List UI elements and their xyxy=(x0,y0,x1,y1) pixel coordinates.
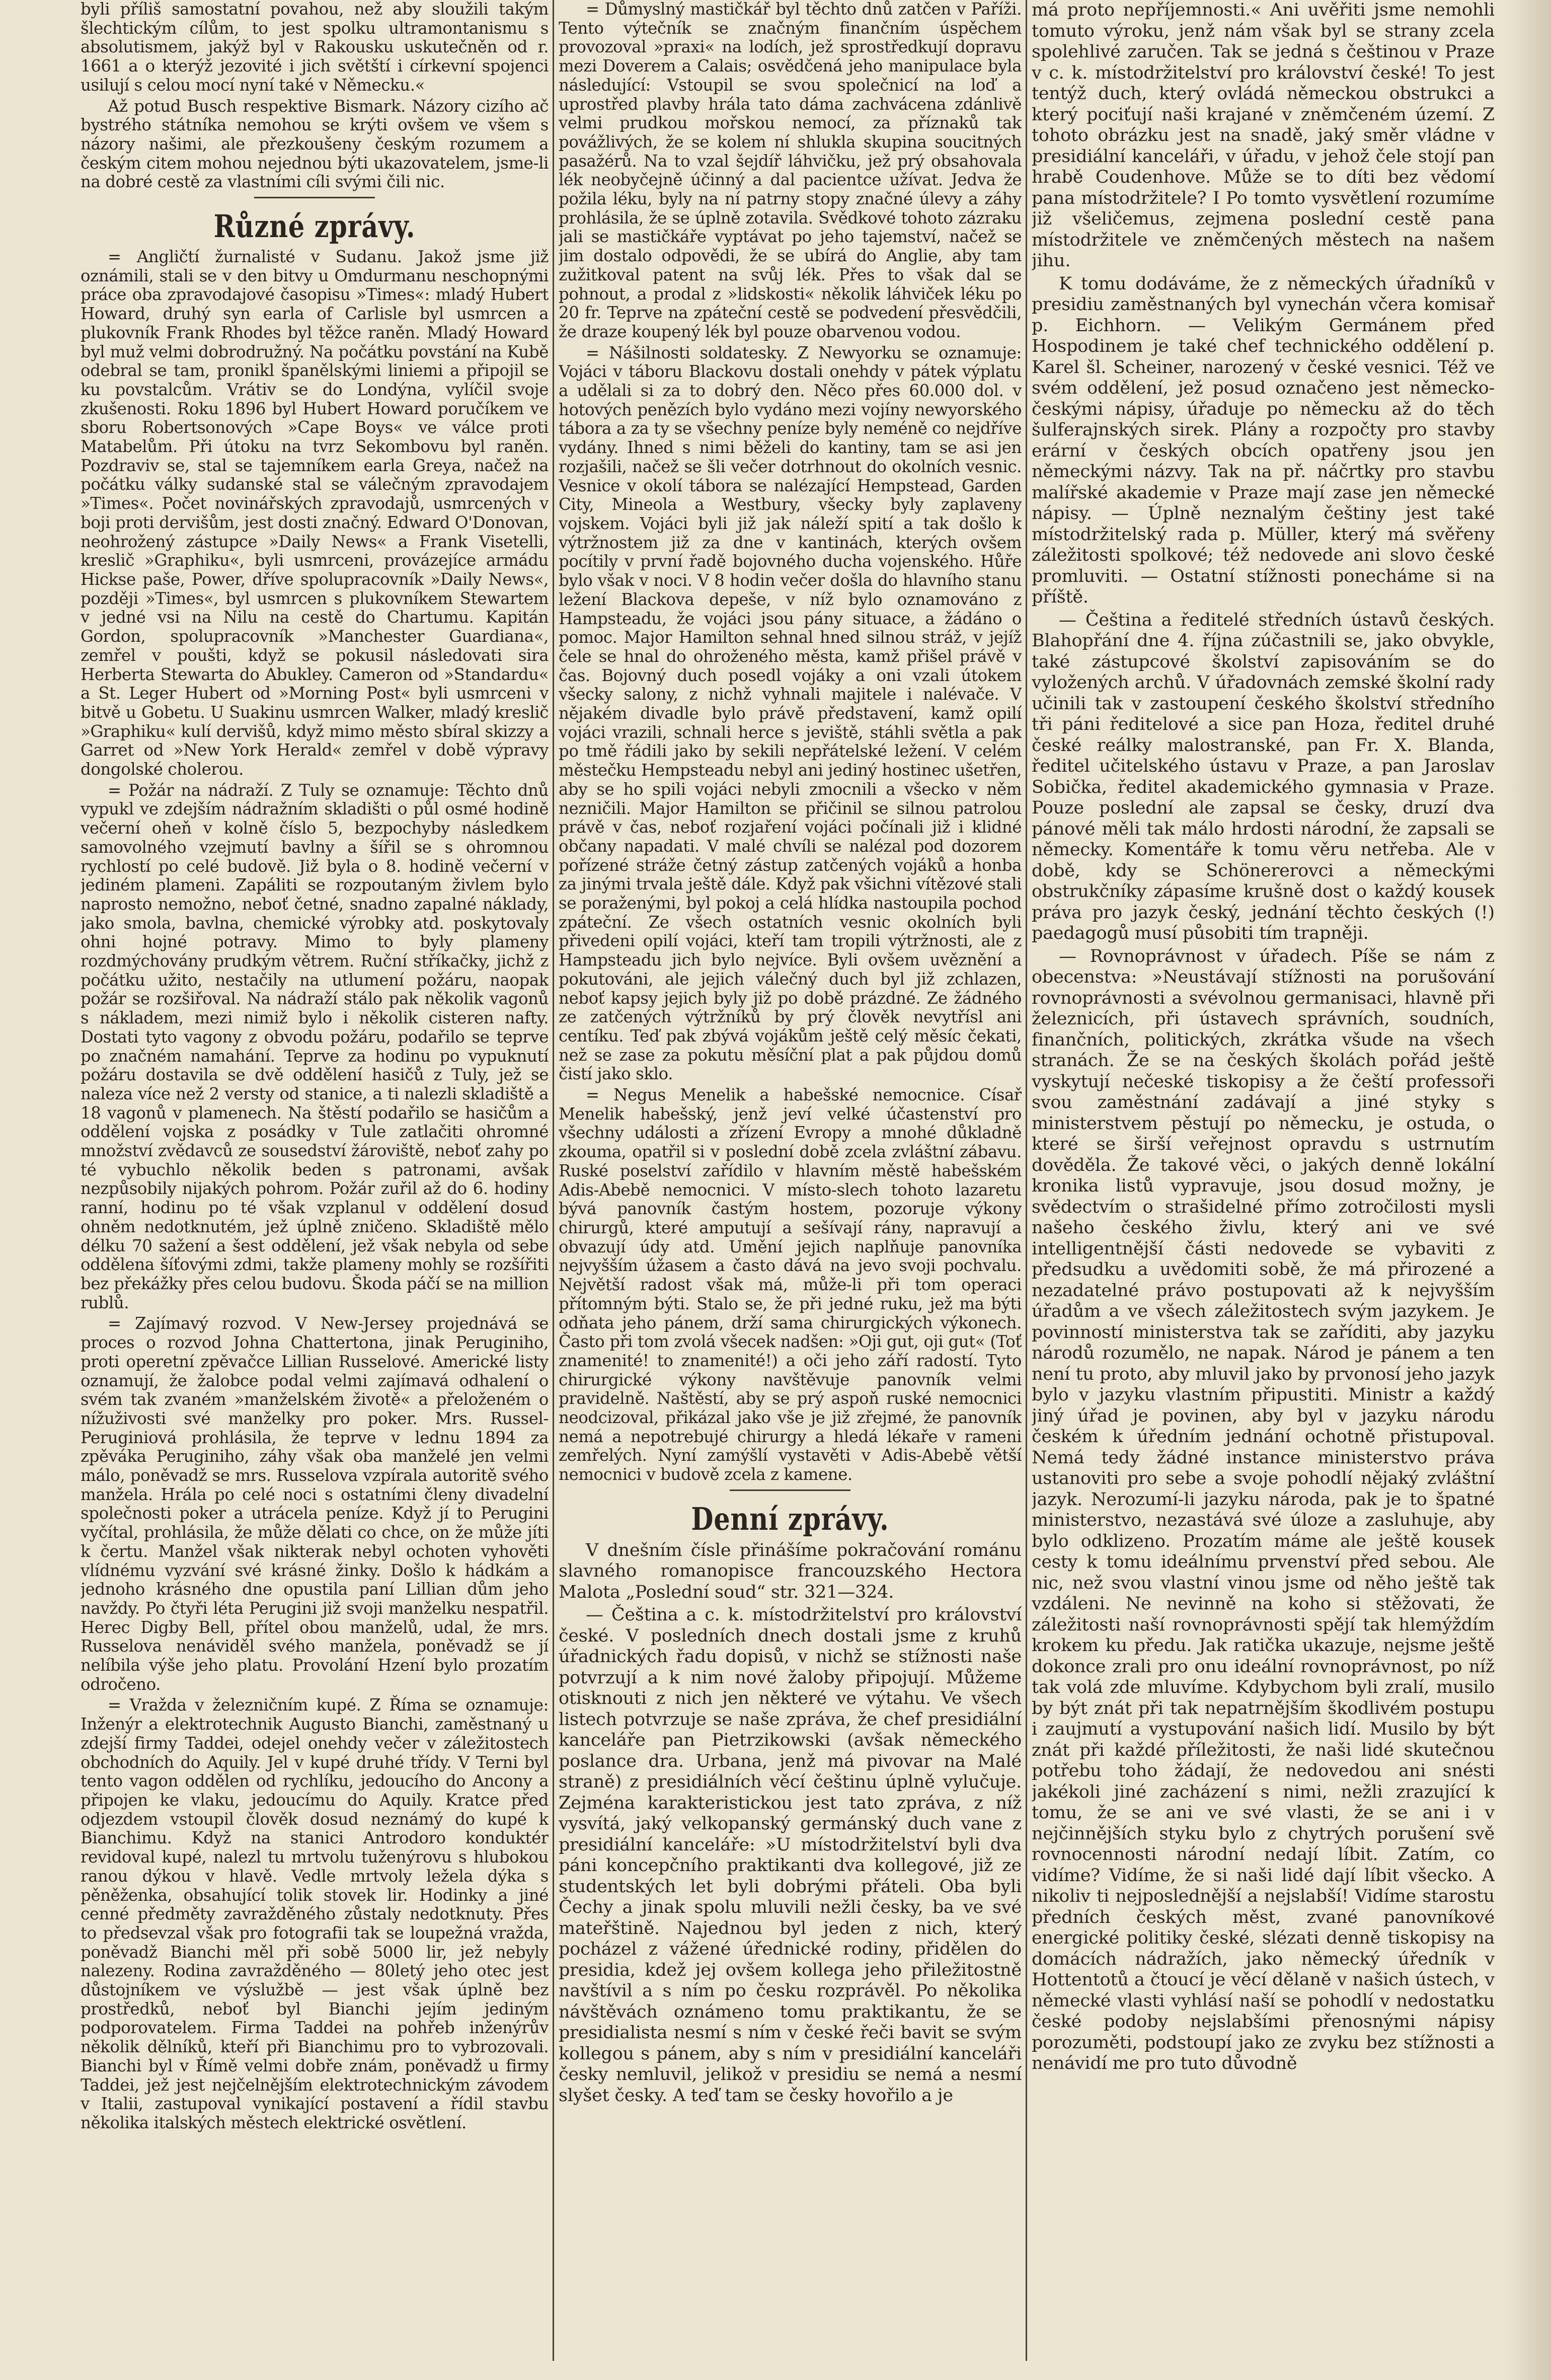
news-item: = Vražda v železničním kupé. Z Říma se oznamuje: Inženýr a elektrotechnik Augusto Bianchi, zaměstnaný u zdejší firmy Taddei, odejel onehdy večer v záležitostech obchodních do Aquily. Jel v kupé druhé třídy. V Terni byl tento vagon oddělen od rychlíku, jedoucího do Ancony a připojen ke vlaku, jedoucímu do Aquily. Kratce před odjezdem vstoupil člověk dosud neznámý do kupé k Bianchimu. Když na stanici Antrodoro konduktér revidoval kupé, nalezl tu mrtvolu tuženýrovu s hlubokou ranou dýkou v hlavě. Vedle mrtvoly ležela dýka s pěněženka, obsahující tolik stovek lir. Hodinky a jiné cenné předměty zavražděného zůstaly nedotknuty. Přes to předsevzal však pro fotografii tak se loupežná vražda, poněvadž Bianchi měl při sobě 5000 lir, jež nebyly nalezeny. Rodina zavražděného — 80letý jeho otec jest důstojníkem ve výslužbě — jest však úplně bez prostředků, neboť byl Bianchi jejím jediným podporovatelem. Firma Taddei na pohřeb inženýrův několik dělníků, kteří při Bianchimu pro to vybrozovali. Bianchi byl v Římě velmi dobře znám, poněvadž u firmy Taddei, jež jest nejčelnějším elektrotechnickým závodem v Italii, zastupoval vynikající postavení a řídil stavbu několika italských městech elektrické osvětlení. xyxy=(81,1695,549,2132)
news-item: = Angličtí žurnalisté v Sudanu. Jakož jsme již oznámili, stali se v den bitvy u Omdurmanu neschopnými práce oba zpravodajové časopisu »Times«: mladý Hubert Howard, druhý syn earla of Carlisle byl usmrcen a plukovník Frank Rhodes byl těžce raněn. Mladý Howard byl muž velmi dobrodružný. Na počátku povstání na Kubě odebral se tam, pronikl španělskými liniemi a připojil se ku povstalcům. Vrátiv se do Londýna, vylíčil svoje zkušenosti. Roku 1896 byl Hubert Howard poručíkem ve sboru Robertsonových »Cape Boys« ve válce proti Matabelům. Při útoku na tvrz Sekombovu byl raněn. Pozdraviv se, stal se tajemníkem earla Greya, načež na počátku války sudanské stal se válečným zpravodajem »Times«. Počet novinářských zpravodajů, usmrcených v boji proti dervišům, jest dosti značný. Edward O'Donovan, neohrožený zástupce »Daily News« a Frank Visetelli, kreslič »Graphiku«, byli usmrceni, provázejíce armádu Hickse paše, Power, dříve spolupracovník »Daily News«, později »Times«, byl usmrcen s plukovníkem Stewartem v jedné vsi na Nilu na cestě do Chartumu. Kapitán Gordon, spolupracovník »Manchester Guardiana«, zemřel v poušti, když se pokusil následovati sira Herberta Stewarta do Abukley. Cameron od »Standardu« a St. Leger Hubert od »Morning Post« byli usmrceni v bitvě u Gobetu. U Suakinu usmrcen Walker, mladý kreslič »Graphiku« kulí dervišů, když mimo město sbíral skizzy a Garret od »New York Herald« zemřel v době výpravy dongolské cholerou. xyxy=(81,247,549,779)
section-divider xyxy=(254,197,375,198)
column-1 xyxy=(81,0,549,2366)
article-paragraph: — Čeština a c. k. místodržitelství pro království české. V posledních dnech dostali jsme z kruhů úřadnických řadu dopisů, v nichž se stížnosti naše potvrzují a k nim nové žaloby připojují. Můžeme otisknouti z nich jen některé ve výtahu. Ve všech listech potvrzuje se naše zpráva, že chef presidiální kanceláře pan Pietrzikowski (avšak německého poslance dra. Urbana, jenž má pivovar na Malé straně) z presidiálních věcí češtinu úplně vylučuje. Zejména karakteristickou jest tato zpráva, z níž vysvítá, jaký velkopanský germánský duch vane z presidiální kanceláře: »U místodržitelství byli dva páni koncepčního praktikanti dva kollegové, již ze studentských let byli dobrými přáteli. Oba byli Čechy a jinak spolu mluvili nežli česky, ba ve své mateřštině. Najednou byl jeden z nich, který pocházel z vážené úřednické rodiny, přidělen do presidia, kdež jej ovšem kollega jeho přiležitostně navštívil a s ním po česku rozprávěl. Po několika návštěvách oznámeno tomu praktikantu, že se presidialista nesmí s ním v české řeči bavit se svým kollegou s pánem, aby s ním v presidiální kanceláři česky nemluvil, jelikož v presidiu se nemá a nesmí slyšet česky. A teď tam se česky hovořilo a je xyxy=(559,1605,1022,2106)
column-2 xyxy=(559,0,1022,2366)
article-paragraph: — Rovnoprávnost v úřadech. Píše se nám z obecenstva: »Neustávají stížnosti na porušování rovnoprávnosti a svévolnou germanisaci, hlavně při železnicích, při ústavech správních, soudních, finančních, politických, zkrátka všude na všech stranách. Že se na českých školách pořád ještě vyskytují nečeské tiskopisy a že čeští professoři svou zaměstnání zadávají a jiné styky s ministerstvem pěstují po německu, je ostuda, o které se širší veřejnost opravdu s ustrnutím dověděla. Že takové věci, o jakých denně lokální kronika listů vypravuje, jsou dosud možny, je svědectvím o strašidelné přímo zotročilosti mysli našeho českého živlu, který ani ve své intelligentnější části nedovede se vybaviti z předsudku a uvědomiti sobě, že má přirozené a nezadatelné právo postupovati až k nejvyšším úřadům a ve všech záležitostech svým jazykem. Je povinností ministerstva tak se zaříditi, aby jazyku národů rozumělo, ne napak. Národ je pánem a ten není tu proto, aby mluvil jako by prvonosí jeho jazyk bylo v jazyku vlastním připustiti. Ministr a každý jiný úřad je povinen, aby byl v jazyku národu českém k úředním jednání ochotně přistupoval. Nemá tedy žádné instance ministerstvo práva ustanoviti pro sebe a svoje pohodlí nějaký zvláštní jazyk. Nerozumí-li jazyku národa, pak je to špatné ministerstvo, nezastává své úloze a zasluhuje, aby bylo odklizeno. Prozatím máme ale ještě kousek cesty k tomu ideálnímu prvenství před sebou. Ale nic, než svou vlastní vinou jsme od něho ještě tak vzdáleni. Ne nevinně na koho si stěžovati, že záležitosti naší rovnoprávnosti spějí tak hlemýždím krokem ku předu. Jak ratička ukazuje, nejsme ještě dokonce zrali pro onu ideální rovnoprávnost, po níž tak volá zde mluvíme. Kdybychom byli zralí, musilo by být znát při tak nepatrnějším škodlivém postupu i zaujmutí a vystupování našich lidí. Musilo by být znát při každé příležitosti, že naši lidé skutečnou potřebu toho žádají, že nedovedou ani snésti jakékoli jiné zacházení s nimi, nežli zrazující k tomu, že se ani ve své vlasti, že se ani i v nejčinnějších styku bylo z chytrých porušení svě rovnocennosti národní nedají líbit. Zatím, co vidíme? Vidíme, že si naši lidé dají líbit všecko. A nikoliv ti nejposlednější a nejslabší! Vidíme starostu předních českých měst, zvané panovníkové energické politiky české, slézati denně tiskopisy na domácích nádražích, jako německý úředník v Hottentotů a čtoucí je věcí dělaně v našich ústech, v německé vlasti vyhlásí naší se pohodlí v nedostatku české podoby nejslabšími přenosnými nápisy porozuměti, podstoupí jako ze zvyku bez stížnosti a nenávidí me pro tuto důvodně xyxy=(1032,946,1495,2073)
article-paragraph: — Čeština a ředitelé středních ústavů českých. Blahopřání dne 4. října zúčastnili se, jako obvykle, také zástupcové školství zapisováním se do vyložených archů. V úřadovnách zemské školní rady učinili tak v zastoupení českého školství středního tři páni ředitelové a sice pan Hoza, ředitel druhé české reálky malostranské, pan Fr. X. Blanda, ředitel učitelského ústavu v Praze, a pan Jaroslav Sobička, ředitel akademického gymnasia v Praze. Pouze poslední ale zapsal se česky, druzí dva pánové měli tak málo hrdosti národní, že zapsali se německy. Komentáře k tomu věru netřeba. Ale v době, kdy se Schönererovci a německými obstrukčníky zápasíme krušně dost o každý kousek práva pro jazyk český, jednání těchto českých (!) paedagogů musí působiti tím trapněji. xyxy=(1032,610,1495,943)
article-paragraph: V dnešním čísle přinášíme pokračování románu slavného romanopisce francouzského Hectora Malota „Poslední soud“ str. 321—324. xyxy=(559,1540,1022,1602)
column-3 xyxy=(1032,0,1495,2366)
column-rule-right xyxy=(1026,0,1027,2361)
news-item: = Důmyslný mastičkář byl těchto dnů zatčen v Paříži. Tento výtečník se značným finančním úspěchem provozoval »praxi« na lodích, jež sprostředkují dopravu mezi Doverem a Calais; osvědčená jeho manipulace byla následující: Vstoupil se svou společnicí na loď a uprostřed plavby hrála tato dáma zachvácena zdánlivě velmi prudkou mořskou nemocí, za příznaků tak povážlivých, že se kolem ní shlukla skupina soucitných pasažérů. Na to vzal šejdíř láhvičku, jež prý obsahovala lék neobyčejně účinný a dal pacientce užívat. Jedva že požila léku, byly na ní patrny stopy značné úlevy a záhy prohlásila, že se úplně zotavila. Svědkové tohoto zázraku jali se mastičkáře vyptávat po jeho tajemství, načež se jim dostalo odpovědi, že se ubírá do Anglie, aby tam zužitkoval patent na svůj lék. Přes to však dal se pohnout, a prodal z »lidskosti« několik láhviček léku po 20 fr. Teprve na zpáteční cestě se podvedení přesvědčili, že draze koupený lék byl pouze obarvenou vodou. xyxy=(559,0,1022,341)
article-paragraph: byli příliš samostatní povahou, než aby sloužili takým šlechtickým cílům, to jest spolku ultramontanismu s absolutismem, jakýž byl v Rakousku uskutečněn od r. 1661 a o kterýž jezovité i jich světští i církevní spojenci usilují s celou mocí nyní také v Německu.« xyxy=(81,0,549,95)
article-paragraph: má proto nepříjemnosti.« Ani uvěřiti jsme nemohli tomuto výroku, jenž nám však byl se strany zcela spolehlivé zaručen. Tak se jedná s češtinou v Praze v c. k. místodržitelství pro království české! To jest tentýž duch, který ovládá německou obstrukci a který pociťují naši krajané v zněmčeném území. Z tohoto obrázku jest na snadě, jaký směr vládne v presidiální kanceláři, v úřadu, v jehož čele stojí pan hrabě Coudenhove. Může se to díti bez vědomí pana místodržitele? I Po tomto vysvětlení rozumíme již všeličemus, zejmena poslední cestě pana místodržitele ve zněmčených městech na našem jihu. xyxy=(1032,0,1495,271)
section-heading-denni-zpravy: Denní zprávy. xyxy=(691,1500,889,1537)
news-item: = Negus Menelik a habešské nemocnice. Císař Menelik habešský, jenž jeví velké účastenství pro všechny události a zřízení Evropy a mnohé důkladně zkouma, opatřil si v poslední době zcela zvláštní zábavu. Ruské poselství zařídilo v hlavním městě habešském Adis-Abebě nemocnici. V místo-slech tohoto lazaretu bývá panovník častým hostem, pozoruje výkony chirurgů, které amputují a sešívají rány, napravují a obvazují údy atd. Umění jejich naplňuje panovníka nejvyšším úžasem a často dává na jevo svoji pochvalu. Největší radost však má, může-li při tom operaci přítomným býti. Stalo se, že při jedné ruku, jež ma býti odňata jeho pánem, drží sama chirurgických výkonech. Často při tom zvolá všecek nadšen: »Oji gut, oji gut« (Toť znamenité! to znamenité!) a oči jeho září radostí. Tyto chirurgické výkony navštěvuje panovník velmi pravidelně. Naštěstí, aby se prý aspoň ruské nemocnici neodcizoval, přikázal jako vše je již zřejmé, že panovník nemá a nepotrebujé chirurgy a hledá lékaře v rameni zemřelých. Nyní zamýšlí vystavěti v Adis-Abebě větší nemocnici v budově zcela z kamene. xyxy=(559,1085,1022,1484)
page-edge-shadow xyxy=(1506,0,1551,2380)
article-paragraph: Až potud Busch respektive Bismark. Názory cizího ač bystrého státníka nemohou se krýti ovšem ve všem s názory našimi, ale přezkoušeny českým rozumem a českým citem mohou nejednou býti ukazovatelem, jsme-li na dobré cestě za vlastními cíli svými čili nic. xyxy=(81,96,549,192)
section-heading-ruzne-zpravy: Různé zprávy. xyxy=(213,208,416,245)
article-paragraph: K tomu dodáváme, že z německých úřadníků v presidiu zaměstnaných byl vynechán včera komisař p. Eichhorn. — Velikým Germánem před Hospodinem je také chef technického oddělení p. Karel šl. Scheiner, narozený v české vesnici. Též ve svém oddělení, jež posud označeno jest německo-českými nápisy, úřaduje po německu až do těch šulferajnských sirek. Plány a rozpočty pro stavby erární v českých obcích opatřeny jsou jen německými názvy. Tak na př. náčrtky pro stavbu malířské akademie v Praze mají zase jen německé nápisy. — Úplně neznalým češtiny jest také místodržitelský rada p. Müller, který má svěřeny záležitosti spolkové; též nedovede ani slovo české promluviti. — Ostatní stížnosti ponecháme si na příště. xyxy=(1032,273,1495,607)
column-rule-left xyxy=(553,0,554,2361)
news-item: = Nášilnosti soldatesky. Z Newyorku se oznamuje: Vojáci v táboru Blackovu dostali onehdy v pátek výplatu a udělali si za to dobrý den. Něco přes 60.000 dol. v hotových penězích bylo vydáno mezi vojíny newyorského tábora a za ty se všechny peníze byly neméně co nejdříve vydány. Ihned s nimi běželi do kantiny, tam se asi jen rozjašili, načež se šli večer dotrhnout do okolních vesnic. Vesnice v okolí tábora se nalézající Hempstead, Garden City, Mineola a Westbury, všecky byly zaplaveny vojskem. Vojáci byli již jak náleží spití a tak došlo k výtržnostem již za dne v kantinách, kterých ovšem pocítily v první řadě bojovného ducha vojenského. Hůře bylo však v noci. V 8 hodin večer došla do hlavního stanu ležení Blackova depeše, v níž bylo oznamováno z Hampsteadu, že vojáci jsou pány situace, a žádáno o pomoc. Major Hamilton sehnal hned silnou stráž, v jejíž čele se hnal do ohroženého města, kamž přišel právě v čas. Bojovný duch posedl vojáky a oni vzali útokem všecky salony, z nichž vyhnali majitele i nalévače. V nějakém divadle bylo právě představení, kamž opilí vojáci vrazili, schnali herce s jeviště, stáhli světla a pak po tmě řádili jako by sekili nepřátelské ležení. V celém městečku Hempsteadu nebyl ani jediný hostinec ušetřen, aby se ho spili vojáci nebyli zmocnili a všecko v něm nezničili. Major Hamilton se přičinil se silnou patrolou právě v čas, neboť rozjaření vojáci počínali již i klidné občany napadati. V malé chvíli se nalézal pod dozorem pořízené stráže četný zástup zatčených vojáků a honba za jinými trvala ještě dále. Když pak všichni vítězové stali se poraženými, byl pokoj a celá hlídka nastoupila pochod zpáteční. Ze všech ostatních vesnic okolních byli přivedeni opilí vojáci, kteří tam tropili výtržnosti, ale z Hampsteadu jich bylo nejvíce. Byli ovšem uvěznění a pokutováni, ale jejich válečný duch byl již zchlazen, neboť kapsy jejich byly již po době prázdné. Ze žádného ze zatčených výtržníků by prý člověk nevytřísl ani centíku. Teď pak zbývá vojákům ještě celý měsíc čekati, než se zase za pokutu měsíční plat a pak půjdou domů čistí jako sklo. xyxy=(559,343,1022,1084)
news-item: = Požár na nádraží. Z Tuly se oznamuje: Těchto dnů vypukl ve zdejším nádražním skladišti o půl osmé hodině večerní oheň v kolně číslo 5, bezpochyby následkem samovolného vzejmutí bavlny a šířil se s ohromnou rychlostí po celé budově. Již byla o 8. hodině večerní v jediném plameni. Zapáliti se rozpoutaným živlem bylo naprosto nemožno, neboť četné, snadno zapalné náklady, jako smola, bavlna, chemické výrobky atd. poskytovaly ohni hojné potravy. Mimo to byly plameny rozdmýchovány prudkým větrem. Ruční stříkačky, jichž z počátku užito, nestačily na utlumení požáru, naopak požár se rozšiřoval. Na nádraží stálo pak několik vagonů s nákladem, mezi nimiž bylo i několik cisteren nafty. Dostati tyto vagony z obvodu požáru, podařilo se teprve po značném namahání. Teprve za hodinu po vypuknutí požáru dostavila se dvě oddělení hasičů z Tuly, jež se naleza více než 2 versty od stanice, a ti nalezli skladiště a 18 vagonů v plamenech. Na štěstí podařilo se hasičům a oddělení vojska z posádky v Tule zatlačiti ohromné množství zvědavců ze sousedství žároviště, neboť zahy po té vybuchlo několik beden s patronami, avšak nezpůsobily nijakých pohrom. Požár zuřil až do 6. hodiny ranní, hodinu po té však vzplanul v oddělení dosud ohněm nedotknutém, jež úplně zničeno. Skladiště mělo délku 70 sažení a šest oddělení, jež však nebyla od sebe oddělena šíťovými zdmi, takže plameny mohly se rozšířiti bez překážky přes celou budovu. Škoda páčí se na million rublů. xyxy=(81,780,549,1312)
news-item: = Zajímavý rozvod. V New-Jersey projednává se proces o rozvod Johna Chattertona, jinak Peruginiho, proti operetní zpěvačce Lillian Russelové. Americké listy oznamují, že žalobce podal velmi zajímavá odhalení o svém tak zvaném »manželském životě« a přeloženém o nížuživosti své manželky pro poker. Mrs. Russel-Peruginiová prohlásila, že teprve v lednu 1894 za zpěváka Peruginiho, záhy však oba manželé jen velmi málo, poněvadž se mrs. Russelova vzpírala autoritě svého manžela. Hrála po celé noci s ostatními členy divadelní společnosti poker a utrácela peníze. Když jí to Perugini vyčítal, prohlásila, že může dělati co chce, on že může jíti k čertu. Manžel však nikterak nebyl ochoten vyhověti vlídnému vyzvání své krásné žinky. Došlo k hádkám a jednoho krásného dne opustila paní Lillian dům jeho navždy. Po čtyři léta Perugini již svoji manželku nespatřil. Herec Digby Bell, přítel obou manželů, udal, že mrs. Russelova nenáviděl svého manžela, poněvadž se jí nelíbila výše jeho platu. Provolání Hzení bylo prozatím odročeno. xyxy=(81,1314,549,1694)
section-divider xyxy=(730,1490,850,1491)
